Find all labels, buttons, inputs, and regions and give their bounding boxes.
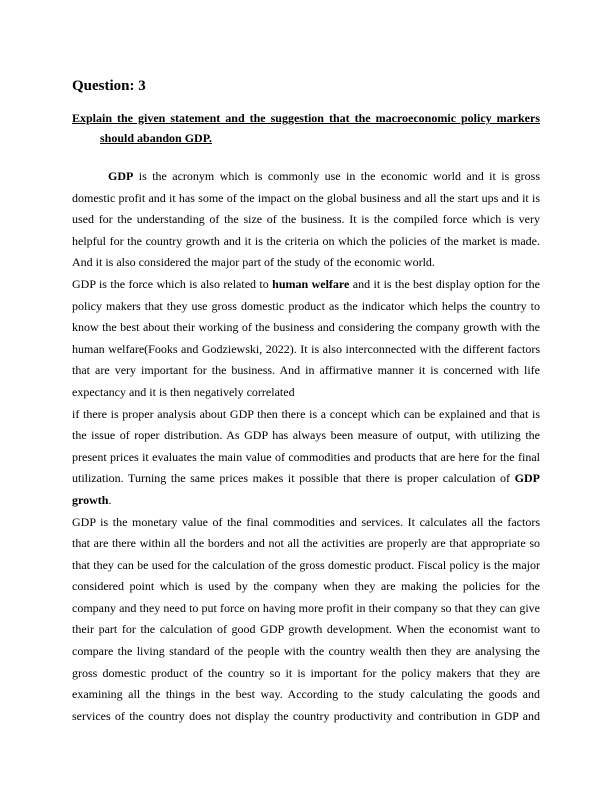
text-run: utilization. Turning the same prices makes it possible that there is proper calculation of [72, 471, 515, 486]
text-line [72, 425, 540, 447]
prompt-line-1: Explain the given statement and the suggestion that the macroeconomic policy markers [72, 111, 540, 125]
text-line [72, 296, 540, 318]
text-line [72, 684, 540, 706]
text-line [72, 382, 540, 404]
text-run: their part for the calculation of good GDP growth development. When the economist want to [72, 622, 540, 637]
text-line [72, 317, 540, 339]
text-line [72, 468, 540, 490]
prompt-line-2: should abandon GDP. [100, 131, 212, 145]
bold-term: human welfare [272, 276, 350, 291]
text-run: considered point which is used by the company when they are making the policies for the [72, 579, 540, 594]
text-line [72, 166, 540, 188]
text-run: . [108, 492, 112, 507]
text-run: and it is the best display option for the [349, 276, 540, 291]
paragraph [72, 512, 540, 728]
question-prompt [72, 108, 540, 148]
bold-term: growth [72, 492, 109, 507]
text-run: that are there within all the borders and not all the activities are properly are that appropriate so [72, 536, 540, 551]
text-run: is the acronym which is commonly use in the economic world and it is gross [133, 169, 540, 183]
text-run: examining all the things in the best way. According to the study calculating the goods and [72, 687, 540, 702]
text-line [72, 555, 540, 577]
question-heading: Question: 3 [72, 78, 146, 94]
text-line [72, 490, 540, 512]
text-run: domestic profit and it has some of the impact on the global business and all the start ups and it is [72, 190, 540, 205]
text-run: GDP is the force which is also related to [72, 276, 273, 291]
text-line [72, 188, 540, 210]
text-run: if there is proper analysis about GDP then there is a concept which can be explained and that is [72, 406, 540, 421]
text-run: used for the understanding of the size of the business. It is the compiled force which is very [72, 212, 540, 227]
paragraph [72, 404, 540, 512]
bold-term: GDP [514, 471, 540, 486]
text-line [72, 706, 540, 728]
text-line [72, 619, 540, 641]
bold-term: GDP [108, 169, 134, 183]
text-run: GDP is the monetary value of the final commodities and services. It calculates all the factors [72, 514, 540, 529]
text-run: policy makers that they use gross domestic product as the indicator which helps the country to [72, 298, 540, 313]
text-run: expectancy and it is then negatively correlated [72, 384, 295, 399]
text-run: gross domestic product of the country so it is important for the policy makers that they are [72, 665, 540, 680]
answer-body [72, 166, 540, 727]
text-run: know the best about their working of the business and considering the company growth with the [72, 320, 540, 335]
text-run: that they can be used for the calculation of the gross domestic product. Fiscal policy is the major [72, 557, 540, 572]
text-line [72, 339, 540, 361]
text-line [72, 512, 540, 534]
text-line [72, 274, 540, 296]
paragraph [72, 274, 540, 404]
text-run: human welfare(Fooks and Godziewski, 2022). It is also interconnected with the different factors [72, 341, 540, 356]
text-run: compare the living standard of the people with the country wealth then they are analysing the [72, 644, 540, 659]
text-run: present prices it evaluates the main value of commodities and products that are here for the final [72, 449, 540, 464]
text-line [72, 663, 540, 685]
text-line [72, 404, 540, 426]
text-line [72, 576, 540, 598]
text-run: And it is also considered the major part of the study of the economic world. [72, 255, 435, 270]
text-run: helpful for the country growth and it is the criteria on which the policies of the market is made. [72, 233, 540, 248]
text-run: that are very important for the business. And in affirmative manner it is concerned with life [72, 363, 540, 378]
text-run: company and they need to put force on having more profit in their company so that they can give [72, 600, 540, 615]
text-line [72, 231, 540, 253]
text-run: the issue of roper distribution. As GDP has always been measure of output, with utilizing the [72, 428, 540, 443]
text-line [72, 598, 540, 620]
text-line [72, 533, 540, 555]
text-line [72, 641, 540, 663]
text-line [72, 252, 540, 274]
text-run: services of the country does not display the country productivity and contribution in GDP and [72, 708, 540, 723]
text-line [72, 447, 540, 469]
paragraph [72, 166, 540, 274]
text-line [72, 360, 540, 382]
text-line [72, 209, 540, 231]
